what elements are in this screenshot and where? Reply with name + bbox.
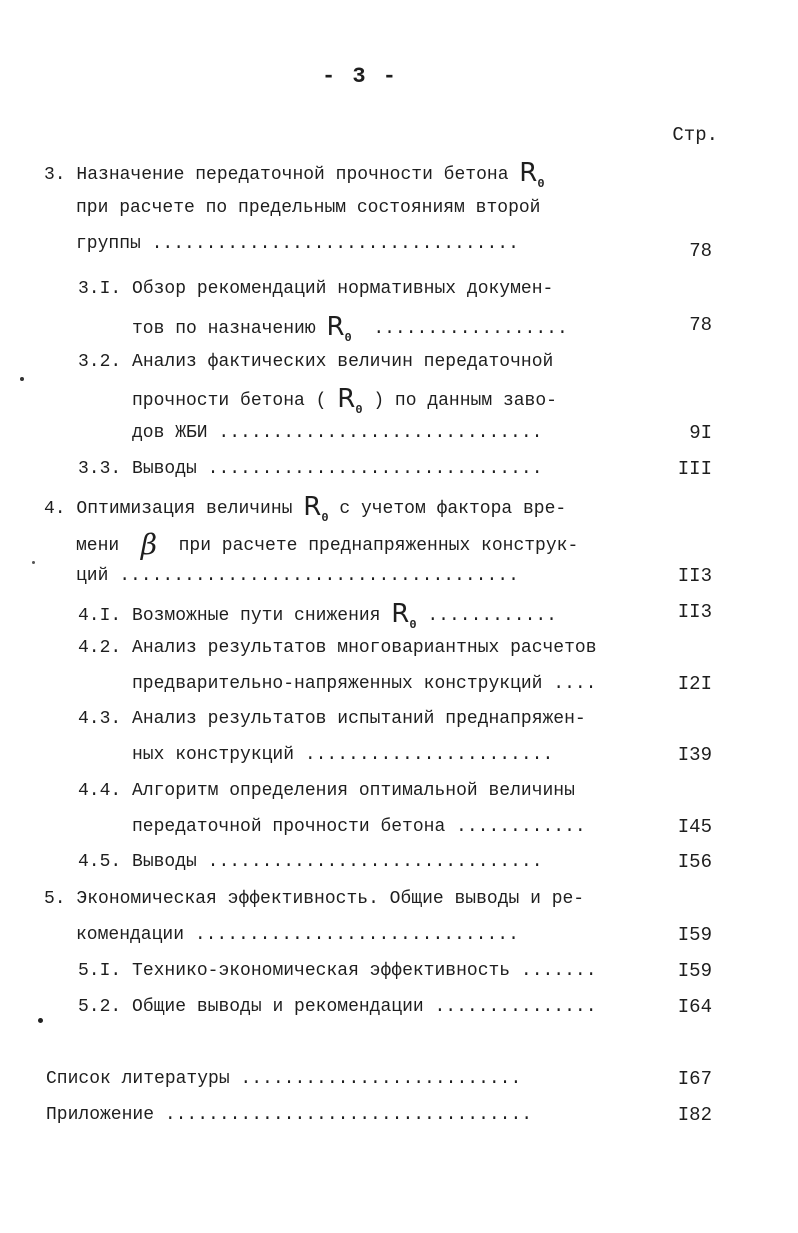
scan-speck xyxy=(20,377,24,381)
toc-entry-3-2[interactable] xyxy=(78,347,553,377)
toc-page-3: 78 xyxy=(689,240,712,262)
r-symbol: R xyxy=(391,599,410,629)
toc-entry-references[interactable]: Список литературы .......................... xyxy=(46,1069,522,1089)
toc-number: 3.2. xyxy=(78,352,122,372)
toc-entry-3-2-line2: прочности бетона ( $R_0$ ) по данным заво- xyxy=(132,384,557,417)
toc-page-references: I67 xyxy=(677,1068,712,1090)
toc-number: 4.3. xyxy=(78,709,122,729)
toc-number: 3. xyxy=(44,165,66,185)
toc-entry-3[interactable] xyxy=(44,156,545,191)
r-symbol: R xyxy=(303,492,322,522)
toc-page-3-3: III xyxy=(677,458,712,480)
toc-page-4-3: I39 xyxy=(677,744,712,766)
toc-page-5: I59 xyxy=(677,924,712,946)
toc-entry-4-5[interactable] xyxy=(78,847,543,877)
toc-entry-4-line3: ций ..................................... xyxy=(76,566,519,586)
toc-page-5-2: I64 xyxy=(677,996,712,1018)
toc-text: Анализ результатов испытаний преднапряжен- xyxy=(132,709,586,729)
toc-number: 5.I. xyxy=(78,961,122,981)
toc-entry-4[interactable]: 4. Оптимизация величины $R_0$ с учетом фактора вре- xyxy=(44,492,567,525)
toc-entry-5-2[interactable] xyxy=(78,992,597,1022)
toc-number: 3.3. xyxy=(78,459,122,479)
toc-text: Анализ фактических величин передаточной xyxy=(132,352,554,372)
toc-entry-4-4[interactable] xyxy=(78,776,575,806)
toc-entry-3-2-line3: дов ЖБИ .............................. xyxy=(132,423,543,443)
scan-speck xyxy=(38,1018,43,1023)
r-symbol: R xyxy=(326,312,345,342)
toc-number: 3.I. xyxy=(78,279,122,299)
toc-text: Назначение передаточной прочности бетона xyxy=(76,165,520,185)
toc-number: 4. xyxy=(44,499,66,519)
r-subscript: 0 xyxy=(344,331,352,345)
toc-page-4-2: I2I xyxy=(677,673,712,695)
toc-number: 4.4. xyxy=(78,781,122,801)
toc-entry-4-1[interactable]: 4.I. Возможные пути снижения $R_0$ ............ xyxy=(78,599,557,632)
toc-entry-4-2-line2: предварительно-напряженных конструкций .... xyxy=(132,674,597,694)
toc-text: Алгоритм определения оптимальной величины xyxy=(132,781,575,801)
toc-page-4-1: II3 xyxy=(677,601,712,623)
toc-page-5-1: I59 xyxy=(677,960,712,982)
toc-entry-5[interactable] xyxy=(44,884,584,914)
toc-page-4: II3 xyxy=(677,565,712,587)
toc-entry-4-2[interactable] xyxy=(78,633,597,663)
toc-entry-5-1[interactable] xyxy=(78,956,597,986)
toc-entry-5-line2: комендации .............................. xyxy=(76,925,519,945)
toc-text: Анализ результатов многовариантных расчетов xyxy=(132,638,597,658)
toc-entry-appendix[interactable]: Приложение .................................. xyxy=(46,1105,533,1125)
toc-text: Технико-экономическая эффективность ....... xyxy=(132,961,597,981)
toc-entry-4-4-line2: передаточной прочности бетона ............ xyxy=(132,817,586,837)
toc-text: Обзор рекомендаций нормативных докумен- xyxy=(132,279,554,299)
toc-page-3-1: 78 xyxy=(689,314,712,336)
r-subscript: 0 xyxy=(355,403,363,417)
toc-number: 4.2. xyxy=(78,638,122,658)
toc-entry-4-3[interactable] xyxy=(78,704,586,734)
r-subscript: 0 xyxy=(321,511,329,525)
toc-text: Выводы ............................... xyxy=(132,852,543,872)
r-symbol: R xyxy=(519,158,538,188)
toc-text: Общие выводы и рекомендации ............... xyxy=(132,997,597,1017)
toc-text: Выводы ............................... xyxy=(132,459,543,479)
toc-page-4-4: I45 xyxy=(677,816,712,838)
toc-entry-3-line2: при расчете по предельным состояниям второй xyxy=(76,198,541,218)
toc-number: 5.2. xyxy=(78,997,122,1017)
toc-page-3-2: 9I xyxy=(689,422,712,444)
toc-entry-3-line3: группы .................................. xyxy=(76,234,519,254)
r-subscript: 0 xyxy=(537,177,545,191)
r-symbol: R xyxy=(337,384,356,414)
toc-number: 4.5. xyxy=(78,852,122,872)
toc-entry-4-line2: мени β при расчете преднапряженных конструк- xyxy=(76,528,579,561)
toc-entry-4-3-line2: ных конструкций ....................... xyxy=(132,745,554,765)
scan-speck xyxy=(32,561,35,564)
toc-page-appendix: I82 xyxy=(677,1104,712,1126)
pages-column-label: Стр. xyxy=(672,124,718,146)
page-number: - 3 - xyxy=(321,64,398,89)
toc-entry-3-1-line2: тов по назначению $R_0$ .................. xyxy=(132,312,568,345)
toc-entry-3-3[interactable] xyxy=(78,454,543,484)
r-subscript: 0 xyxy=(409,618,417,632)
toc-page-4-5: I56 xyxy=(677,851,712,873)
toc-number: 5. xyxy=(44,889,66,909)
toc-number: 4.I. xyxy=(78,606,122,626)
toc-entry-3-1[interactable] xyxy=(78,274,553,304)
beta-symbol: β xyxy=(140,528,157,561)
toc-text: Экономическая эффективность. Общие выводы и ре- xyxy=(76,889,585,909)
